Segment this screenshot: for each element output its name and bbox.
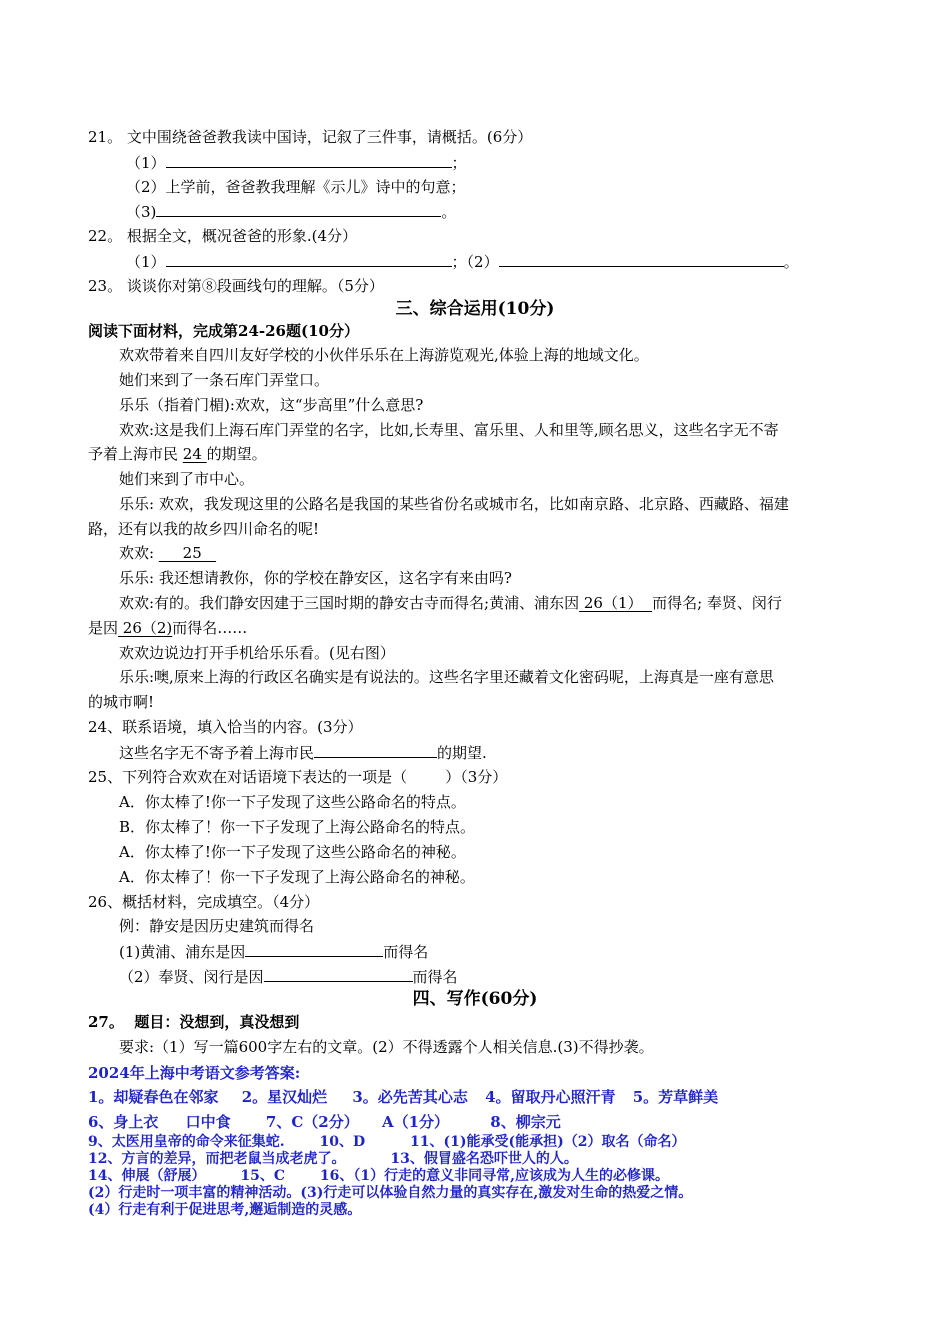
reading-p9a [119,593,782,613]
answer-item: A（1分） [381,1113,450,1131]
answer-item: 6、身上衣 [88,1113,159,1131]
reading-p9a-pre: 欢欢:有的。我们静安因建于三国时期的静安古寺而得名;黄浦、浦东因 [119,594,580,612]
q22-stem: 22。 根据全文，概况爸爸的形象.(4分） [88,227,358,245]
q26-item1 [119,941,428,962]
answers-line-6: (2）行走时一项丰富的精神活动。(3)行走可以体验自然力量的真实存在,激发对生命的热爱之情。 [88,1185,693,1201]
q21-item3-prefix: （3) [126,203,157,221]
reading-p3: 乐乐（指着门楣):欢欢，这“步高里”什么意思? [119,396,424,414]
q25-option: A．你太棒了!你一下子发现了这些公路命名的神秘。 [119,843,466,861]
q23-stem: 23。 谈谈你对第⑧段画线句的理解。（5分） [88,277,384,295]
answer-blank[interactable] [245,941,383,957]
answer-item: 口中食 [185,1113,231,1131]
q22-item2-prefix: ；（2） [451,253,499,271]
answers-line-1 [88,1088,718,1106]
q25-stem: 25、下列符合欢欢在对话语境下表达的一项是（ ）（3分） [88,768,508,786]
answer-item: 11、(1)能承受(能承担)（2）取名（命名） [410,1134,686,1150]
answer-item: 9、太医用皇帝的命令来征集蛇. [88,1134,285,1150]
q26-item2 [119,966,458,987]
answer-blank[interactable] [156,201,441,217]
q27-stem: 27。 题目：没想到，真没想到 [88,1013,300,1031]
q22-item1-prefix: （1） [126,253,166,271]
answer-blank[interactable] [499,251,784,267]
answer-item: 16、（1）行走的意义非同寻常,应该成为人生的必修课。 [319,1168,669,1184]
q26-example: 例：静安是因历史建筑而得名 [119,917,315,935]
blank-25: 25 [158,544,217,562]
q26-item2-pre: （2）奉贤、闵行是因 [119,968,264,986]
answer-item: 4。留取丹心照汗青 [485,1088,616,1106]
q21-item1 [126,152,467,173]
blank-24: 24 [182,445,207,463]
q24-line-post: 的期望. [437,744,487,762]
q21-stem [88,127,532,147]
section-4-title: 四、写作(60分) [412,989,538,1009]
q25-option: A．你太棒了!你一下子发现了这些公路命名的特点。 [119,793,466,811]
reading-p9b-post: 而得名…… [172,619,248,637]
answer-item: 3。必先苦其心志 [352,1088,468,1106]
reading-p6b: 路，还有以我的故乡四川命名的呢! [88,520,320,538]
answer-item: 14、伸展（舒展） [88,1168,206,1184]
reading-p6a: 乐乐: 欢欢，我发现这里的公路名是我国的某些省份名或城市名，比如南京路、北京路、西藏路、福建 [119,495,789,513]
reading-p9b [88,618,247,638]
reading-p4b [88,444,267,464]
answer-blank[interactable] [166,152,452,168]
reading-p4b-pre: 予着上海市民 [88,445,179,463]
reading-p11a: 乐乐:噢,原来上海的行政区名确实是有说法的。这些名字里还藏着文化密码呢，上海真是一座有意思 [119,668,774,686]
q26-stem: 26、概括材料，完成填空。（4分） [88,893,320,911]
answer-item: 8、柳宗元 [490,1113,561,1131]
reading-p11b: 的城市啊! [88,693,155,711]
q26-item2-post: 而得名 [412,968,458,986]
answers-line-5 [88,1168,669,1184]
reading-p4b-post: 的期望。 [206,445,267,463]
q22-item-suffix: 。 [783,253,799,271]
answer-item: 5。芳草鲜美 [632,1088,719,1106]
q24-line-pre: 这些名字无不寄予着上海市民 [119,744,315,762]
answer-item: 12、方言的差异，而把老鼠当成老虎了。 [88,1151,346,1167]
reading-p7-pre: 欢欢: [119,544,159,562]
reading-p5: 她们来到了市中心。 [119,470,255,488]
blank-26-2: 26（2) [118,619,173,637]
answer-item: 2。星汉灿烂 [241,1088,328,1106]
answer-item: 13、假冒盛名恐吓世人的人。 [390,1151,578,1167]
answer-item: 15、C [240,1168,285,1184]
q24-line [119,742,487,763]
q21-item2: （2）上学前，爸爸教我理解《示儿》诗中的句意； [126,178,466,196]
reading-p10: 欢欢边说边打开手机给乐乐看。(见右图） [119,644,395,662]
q27-requirement: 要求:（1）写一篇600字左右的文章。(2）不得透露个人相关信息.(3)不得抄袭。 [119,1038,654,1056]
reading-p7 [119,543,216,563]
section-3-title: 三、综合运用(10分) [395,299,555,319]
answers-line-7: (4）行走有利于促进思考,邂逅制造的灵感。 [88,1202,362,1218]
answers-line-2 [88,1113,561,1131]
answer-item: 10、D [319,1134,366,1150]
answer-blank[interactable] [264,966,413,982]
answers-line-3 [88,1134,685,1150]
reading-p1: 欢欢带着来自四川友好学校的小伙伴乐乐在上海游览观光,体验上海的地域文化。 [119,346,649,364]
answer-item: 7、C（2分） [265,1113,359,1131]
answers-line-4 [88,1151,578,1167]
q21-item1-suffix: ； [451,154,467,172]
answers-title: 2024年上海中考语文参考答案: [88,1064,301,1082]
q26-item1-post: 而得名 [383,943,429,961]
reading-p8: 乐乐: 我还想请教你，你的学校在静安区，这名字有来由吗? [119,569,512,587]
blank-26-1: 26（1） [579,594,653,612]
q26-item1-pre: (1)黄浦、浦东是因 [119,943,246,961]
q25-option: A．你太棒了！你一下子发现了上海公路命名的神秘。 [119,868,475,886]
q22-items [126,251,799,272]
q25-option: B．你太棒了！你一下子发现了上海公路命名的特点。 [119,818,476,836]
q21-item3 [126,201,456,222]
reading-p2: 她们来到了一条石库门弄堂口。 [119,371,330,389]
answer-blank[interactable] [166,251,452,267]
reading-p4a: 欢欢:这是我们上海石库门弄堂的名字，比如,长寿里、富乐里、人和里等,顾名思义，这些名字无不寄 [119,421,779,439]
reading-p9b-pre: 是因 [88,619,119,637]
q24-stem: 24、联系语境，填入恰当的内容。(3分） [88,718,363,736]
answer-item: 1。却疑春色在邻家 [88,1088,219,1106]
q21-item1-prefix: （1） [126,154,166,172]
reading-intro: 阅读下面材料，完成第24-26题(10分） [88,322,359,340]
reading-p9a-post: 而得名; 奉贤、闵行 [652,594,782,612]
answer-blank[interactable] [314,742,437,758]
q21-stem-text: 21。 文中围绕爸爸教我读中国诗，记叙了三件事，请概括。(6分） [88,128,533,146]
q21-item3-suffix: 。 [441,203,457,221]
